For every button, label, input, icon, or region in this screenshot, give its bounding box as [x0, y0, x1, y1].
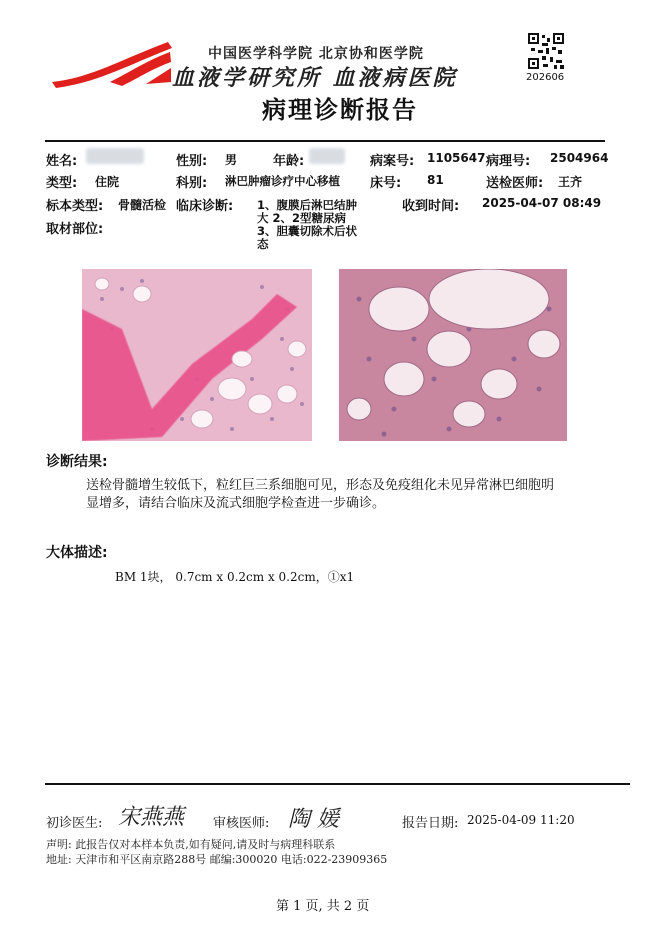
- histology-image-right: [339, 269, 567, 441]
- diagnosis-line-1: 送检骨髓增生较低下，粒红巨三系细胞可见，形态及免疫组化未见异常淋巴细胞明: [86, 478, 555, 493]
- institution-line-1: 中国医学科学院 北京协和医学院: [208, 46, 424, 62]
- gross-text: BM 1块， 0.7cm x 0.2cm x 0.2cm，①x1: [115, 570, 355, 584]
- review-doctor-signature: 陶 媛: [288, 807, 339, 832]
- review-doctor-label: 审核医师:: [213, 816, 270, 831]
- initial-doctor-label: 初诊医生:: [46, 816, 103, 831]
- initial-doctor-signature: 宋燕燕: [118, 805, 185, 830]
- type-value: 住院: [95, 175, 120, 189]
- path-no-value: 2504964: [550, 151, 609, 165]
- clinical-line-1: 1、腹膜后淋巴结肿: [257, 198, 358, 212]
- received-label: 收到时间:: [402, 199, 460, 214]
- qr-caption: 202606: [526, 72, 565, 83]
- histology-image-left: [82, 269, 312, 441]
- clinical-line-4: 态: [257, 237, 269, 251]
- clinical-line-3: 3、胆囊切除术后状: [257, 224, 358, 238]
- diagnosis-heading: 诊断结果:: [46, 454, 108, 470]
- report-date-value: 2025-04-09 11:20: [467, 813, 575, 827]
- doctor-label: 送检医师:: [486, 176, 544, 191]
- path-no-label: 病理号:: [486, 154, 531, 169]
- name-redacted: [86, 148, 144, 164]
- sex-value: 男: [225, 153, 238, 167]
- doctor-value: 王齐: [558, 175, 583, 189]
- case-no-value: 1105647: [427, 151, 486, 165]
- age-label: 年龄:: [273, 154, 305, 169]
- divider-top: [45, 140, 605, 142]
- divider-bottom: [45, 783, 630, 785]
- qr-code-icon: [528, 33, 564, 69]
- diagnosis-line-2: 显增多，请结合临床及流式细胞学检查进一步确诊。: [86, 496, 386, 511]
- specimen-label: 标本类型:: [46, 199, 104, 214]
- received-value: 2025-04-07 08:49: [482, 196, 602, 210]
- name-label: 姓名:: [46, 154, 78, 169]
- specimen-value: 骨髓活检: [118, 198, 167, 212]
- sex-label: 性别:: [176, 154, 208, 169]
- site-label: 取材部位:: [46, 222, 104, 237]
- institution-line-2: 血液学研究所 血液病医院: [172, 65, 458, 91]
- page-indicator: 第 1 页, 共 2 页: [276, 899, 370, 914]
- clinical-label: 临床诊断:: [176, 199, 234, 214]
- dept-value: 淋巴肿瘤诊疗中心移植: [225, 174, 340, 188]
- report-date-label: 报告日期:: [402, 816, 459, 831]
- footer-statement: 声明: 此报告仅对本样本负责,如有疑问,请及时与病理科联系: [46, 838, 336, 851]
- clinical-line-2: 大 2、2型糖尿病: [257, 211, 347, 225]
- bed-value: 81: [427, 173, 444, 187]
- report-title: 病理诊断报告: [262, 96, 418, 124]
- hospital-logo: [50, 38, 175, 90]
- footer-address: 地址: 天津市和平区南京路288号 邮编:300020 电话:022-23909365: [46, 853, 388, 866]
- gross-heading: 大体描述:: [46, 545, 108, 561]
- case-no-label: 病案号:: [370, 154, 415, 169]
- age-redacted: [309, 148, 345, 164]
- dept-label: 科别:: [176, 176, 208, 191]
- type-label: 类型:: [46, 176, 78, 191]
- bed-label: 床号:: [370, 176, 402, 191]
